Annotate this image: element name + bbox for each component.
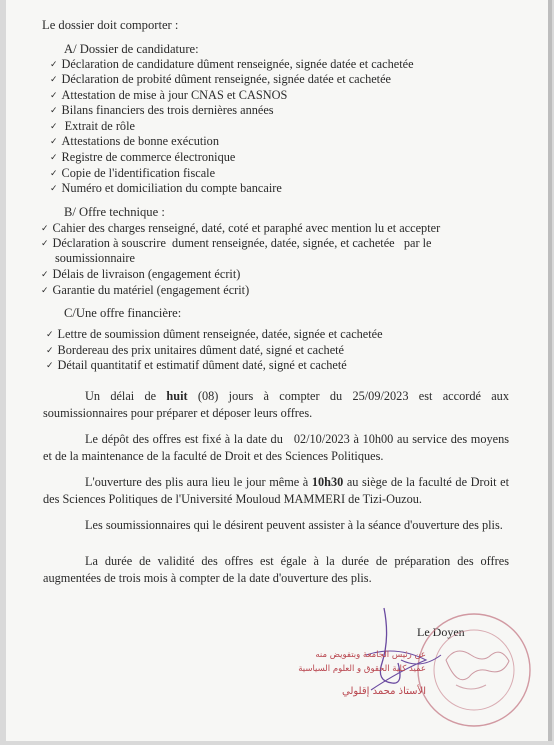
stamp-text-line-1: عن رئيس الجامعة وبتفويض منه [315, 650, 426, 660]
paragraph-deposit [43, 431, 509, 465]
text-span: au service des moyens et de la maintenance de la faculté de Droit et des Sciences Politiques. [43, 432, 510, 463]
list-item: ✓ Extrait de rôle [50, 119, 135, 136]
text-span: au siège de la faculté de Droit et des Sciences Politiques de l'Université Mouloud MAMMERI de Tizi-Ouzou. [43, 475, 509, 506]
text-bold: 10h30 [311, 475, 344, 489]
text-span: (08) jours à compter du [187, 389, 353, 403]
text-span: Un délai de [85, 389, 167, 403]
paragraph-delay [43, 388, 509, 422]
section-a-title: A/ Dossier de candidature: [64, 42, 199, 56]
list-item: ✓ Numéro et domiciliation du compte bancaire [50, 181, 282, 198]
paragraph-attendance: Les soumissionnaires qui le désirent peuvent assister à la séance d'ouverture des plis. [85, 518, 503, 532]
paragraph-opening [43, 474, 509, 508]
document-heading: Le dossier doit comporter : [42, 18, 179, 32]
text-span: 02/10/2023 à 10h00 [293, 432, 394, 446]
list-item: ✓ Registre de commerce électronique [50, 150, 235, 167]
page-edge [548, 0, 552, 741]
document-page [6, 0, 552, 741]
stamp-text-line-2: عميد كلية الحقوق و العلوم السياسية [298, 664, 426, 674]
list-item: ✓ Déclaration de probité dûment renseignée, signée datée et cachetée [50, 72, 391, 89]
list-item: ✓ Lettre de soumission dûment renseignée, datée, signée et cachetée [46, 327, 383, 344]
list-item: ✓ Déclaration à souscrire dument renseignée, datée, signée, et cachetée par le [41, 236, 432, 253]
signatory-title: Le Doyen [417, 625, 465, 639]
list-item: ✓ Bilans financiers des trois dernières années [50, 103, 274, 120]
section-c-title: C/Une offre financière: [64, 306, 182, 320]
list-item: ✓ Détail quantitatif et estimatif dûment daté, signé et cacheté [46, 358, 347, 375]
list-item: ✓ Garantie du matériel (engagement écrit) [41, 283, 249, 300]
list-item: ✓ Déclaration de candidature dûment renseignée, signée datée et cachetée [50, 57, 414, 74]
list-item: ✓ Délais de livraison (engagement écrit) [41, 267, 240, 284]
list-item-continuation: soumissionnaire [55, 251, 135, 265]
list-item: ✓ Cahier des charges renseigné, daté, coté et paraphé avec mention lu et accepter [41, 221, 440, 238]
text-span: est accordé aux soumissionnaires pour préparer et déposer leurs offres. [43, 389, 509, 420]
text-span: Le dépôt des offres est fixé à la date du [85, 432, 294, 446]
text-bold: huit [166, 389, 188, 403]
stamp-text-line-3: الأستاذ محمد إقلولي [342, 686, 426, 697]
list-item: ✓ Attestations de bonne exécution [50, 134, 219, 151]
list-item: ✓ Copie de l'identification fiscale [50, 166, 215, 183]
list-item: ✓ Attestation de mise à jour CNAS et CASNOS [50, 88, 287, 105]
section-b-title: B/ Offre technique : [64, 205, 165, 219]
text-span: L'ouverture des plis aura lieu le jour même à [85, 475, 312, 489]
paragraph-validity: La durée de validité des offres est égale à la durée de préparation des offres augmentées de trois mois à compter de la date d'ouverture des plis. [43, 554, 509, 585]
official-stamp [298, 600, 536, 740]
list-item: ✓ Bordereau des prix unitaires dûment daté, signé et cacheté [46, 343, 344, 360]
text-span: 25/09/2023 [352, 389, 409, 403]
